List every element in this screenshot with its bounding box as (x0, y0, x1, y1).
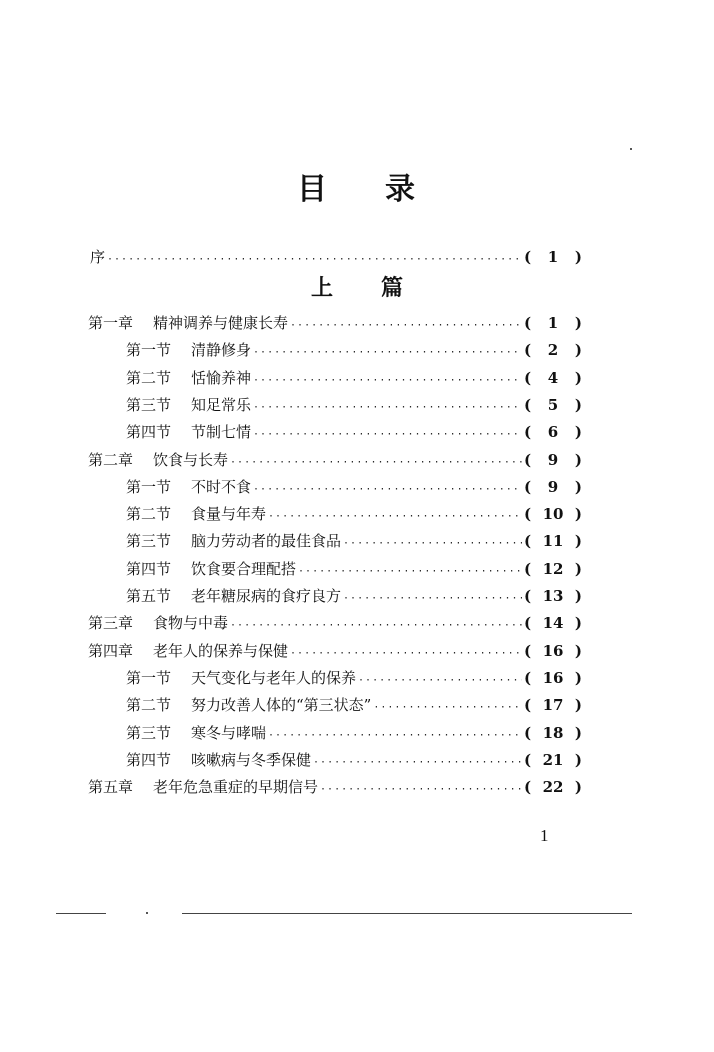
toc-entry-page: ( 5 ) (524, 391, 582, 419)
toc-entry-page: ( 12 ) (524, 555, 582, 583)
toc-entry-page-number: 2 (547, 341, 559, 359)
toc-entry-page: ( 1 ) (524, 309, 582, 337)
toc-entry-level: 第一节 (126, 478, 172, 496)
toc-entry-page-number: 18 (542, 724, 564, 742)
toc-entry-text (126, 746, 311, 774)
toc-entry-text (126, 691, 371, 719)
page-number: 1 (540, 826, 549, 845)
toc-entry-page: ( 9 ) (524, 446, 582, 474)
dot-leader (320, 776, 522, 804)
toc-entry-title: 老年危急重症的早期信号 (153, 778, 319, 796)
toc-entry-page-number: 12 (542, 560, 564, 578)
toc-entry-level: 第五章 (88, 778, 134, 796)
toc-entry-page-number: 21 (542, 751, 564, 769)
toc-entry-section (126, 364, 582, 392)
toc-entry-level: 第四节 (126, 560, 172, 578)
toc-entry-page-number: 22 (542, 778, 564, 796)
toc-entry-text (88, 637, 288, 665)
toc-entry-section (126, 719, 582, 747)
toc-entry-title: 老年糖尿病的食疗良方 (191, 587, 342, 605)
toc-entry-level: 第四章 (88, 642, 134, 660)
toc-entry-text (126, 500, 266, 528)
toc-entry-page-number: 4 (547, 369, 559, 387)
toc-entry-section (126, 418, 582, 446)
bottom-rule-left (56, 913, 106, 914)
toc-entry-page-number: 1 (547, 314, 559, 332)
toc-entry-title: 努力改善人体的“第三状态” (191, 696, 372, 714)
toc-entry-page: ( 13 ) (524, 582, 582, 610)
toc-entry-page: ( 14 ) (524, 609, 582, 637)
toc-entry-chapter (88, 609, 582, 637)
toc-entry-page-number: 16 (542, 642, 564, 660)
toc-entry-level: 第一节 (126, 669, 172, 687)
toc-entry-page-number: 13 (542, 587, 564, 605)
toc-entry-page: ( 2 ) (524, 336, 582, 364)
dot-leader (253, 339, 522, 367)
toc-entry-page-number: 10 (542, 505, 564, 523)
toc-entry-page-number: 14 (542, 614, 564, 632)
section-heading-char-1: 上 (310, 275, 333, 301)
dot-leader (230, 612, 522, 640)
toc-entry-text (126, 418, 251, 446)
toc-entry-text (88, 446, 228, 474)
toc-entry-page-number: 11 (542, 532, 564, 550)
toc-entry-text (88, 609, 228, 637)
toc-entry-level: 第三节 (126, 532, 172, 550)
toc-entry-text (88, 309, 288, 337)
toc-entry-page: ( 21 ) (524, 746, 582, 774)
toc-entry-level: 第二章 (88, 451, 134, 469)
toc-entry-title: 脑力劳动者的最佳食品 (191, 532, 342, 550)
toc-entry-page-number: 16 (542, 669, 564, 687)
toc-entry-level: 第三节 (126, 724, 172, 742)
toc-entry-preface (90, 243, 582, 271)
section-heading-part-1 (0, 272, 714, 304)
toc-entry-section (126, 746, 582, 774)
toc-entry-title: 节制七情 (191, 423, 252, 441)
toc-entry-title: 知足常乐 (191, 396, 252, 414)
dot-leader (107, 246, 522, 274)
toc-entry-page-number: 9 (547, 478, 559, 496)
dot-leader (253, 421, 522, 449)
toc-entry-section (126, 691, 582, 719)
toc-entry-page-number: 9 (547, 451, 559, 469)
bottom-rule-right (182, 913, 632, 914)
toc-entry-level: 第三节 (126, 396, 172, 414)
toc-entry-text (126, 555, 296, 583)
toc-entry-title: 恬愉养神 (191, 369, 252, 387)
toc-entry-section (126, 500, 582, 528)
toc-entry-level: 第四节 (126, 751, 172, 769)
toc-entry-page: ( 16 ) (524, 664, 582, 692)
toc-entry-page: ( 6 ) (524, 418, 582, 446)
toc-entry-page: ( 9 ) (524, 473, 582, 501)
toc-entry-text (126, 527, 341, 555)
toc-entry-section (126, 582, 582, 610)
toc-entry-level: 第二节 (126, 369, 172, 387)
toc-entry-page-number: 5 (547, 396, 559, 414)
toc-entry-section (126, 664, 582, 692)
toc-entry-page-number: 6 (547, 423, 559, 441)
toc-entry-text (126, 719, 266, 747)
toc-entry-title: 寒冬与哮喘 (191, 724, 267, 742)
dot-leader (373, 694, 522, 722)
toc-entry-chapter (88, 773, 582, 801)
toc-entry-title: 食量与年寿 (191, 505, 267, 523)
toc-entry-title: 食物与中毒 (153, 614, 229, 632)
toc-entry-title: 不时不食 (191, 478, 252, 496)
toc-entry-section (126, 473, 582, 501)
toc-entry-title: 天气变化与老年人的保养 (191, 669, 357, 687)
toc-entry-text (88, 773, 318, 801)
dot-leader (343, 530, 522, 558)
toc-entry-text (126, 364, 251, 392)
toc-entry-chapter (88, 309, 582, 337)
scan-speck (630, 148, 632, 150)
toc-entry-level: 第一节 (126, 341, 172, 359)
scan-speck (146, 912, 148, 914)
toc-entry-page: ( 11 ) (524, 527, 582, 555)
toc-entry-level: 第四节 (126, 423, 172, 441)
toc-entry-text (126, 582, 341, 610)
toc-entry-page: ( 4 ) (524, 364, 582, 392)
toc-entry-title: 清静修身 (191, 341, 252, 359)
toc-entry-page: ( 16 ) (524, 637, 582, 665)
toc-entry-section (126, 391, 582, 419)
toc-entry-text (126, 473, 251, 501)
toc-entry-label: 序 (90, 248, 106, 266)
toc-entry-page: ( 10 ) (524, 500, 582, 528)
toc-entry-text (126, 664, 356, 692)
toc-entry-section (126, 336, 582, 364)
toc-entry-level: 第三章 (88, 614, 134, 632)
toc-entry-page-number: 17 (542, 696, 564, 714)
toc-entry-level: 第一章 (88, 314, 134, 332)
toc-entry-page: ( 18 ) (524, 719, 582, 747)
toc-entry-page: ( 17 ) (524, 691, 582, 719)
toc-entry-title: 饮食要合理配搭 (191, 560, 297, 578)
toc-title-char-1: 目 (297, 172, 329, 207)
toc-title-char-2: 录 (385, 172, 417, 207)
toc-entry-chapter (88, 637, 582, 665)
toc-entry-text (126, 336, 251, 364)
toc-entry-section (126, 527, 582, 555)
section-heading-char-2: 篇 (381, 275, 404, 301)
toc-entry-level: 第二节 (126, 696, 172, 714)
toc-entry-title: 精神调养与健康长寿 (153, 314, 289, 332)
toc-entry-page: ( 1 ) (524, 248, 582, 266)
toc-entry-page: ( 22 ) (524, 773, 582, 801)
toc-entry-level: 第五节 (126, 587, 172, 605)
toc-entry-title: 饮食与长寿 (153, 451, 229, 469)
toc-entry-chapter (88, 446, 582, 474)
toc-entry-title: 老年人的保养与保健 (153, 642, 289, 660)
toc-title (0, 168, 714, 212)
toc-entry-title: 咳嗽病与冬季保健 (191, 751, 312, 769)
toc-entry-text (126, 391, 251, 419)
toc-entry-section (126, 555, 582, 583)
toc-entry-level: 第二节 (126, 505, 172, 523)
